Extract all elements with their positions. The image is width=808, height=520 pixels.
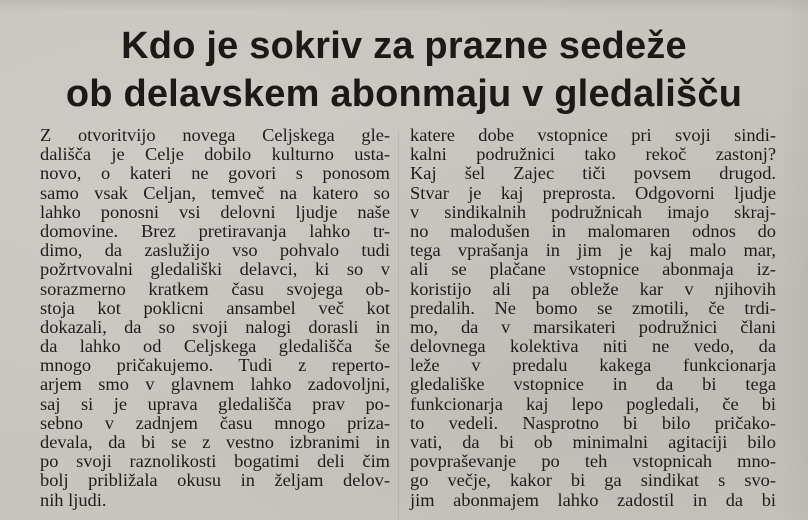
- article-line: da lahko od Celjskega gledališča še: [40, 336, 390, 357]
- article-line: leže v predalu kakega funkcionarja: [410, 355, 776, 376]
- top-edge: [0, 0, 808, 12]
- headline-line-1: Kdo je sokriv za prazne sedeže: [121, 25, 687, 67]
- article-line: predalih. Ne bomo se zmotili, če trdi-: [410, 297, 776, 318]
- article-line: delovnega kolektiva niti ne vedo, da: [410, 336, 776, 357]
- article-line: nih ljudi.: [40, 489, 107, 510]
- article-line: katere dobe vstopnice pri svoji sindi-: [410, 125, 776, 145]
- article-line: mo, da v marsikateri podružnici člani: [410, 316, 776, 337]
- article-line: go večje, kakor bi ga sindikat s svo-: [410, 470, 776, 491]
- headline-line-2: ob delavskem abonmaju v gledališču: [65, 73, 743, 115]
- article-line: vati, da bi ob minimalni agitaciji bilo: [410, 432, 776, 452]
- article-line: to vedeli. Nasprotno bi bilo pričako-: [410, 412, 776, 433]
- article-line: v sindikalnih podružnicah imajo skraj-: [410, 201, 776, 222]
- article-line: domovine. Brez pretiravanja lahko tr-: [40, 220, 390, 241]
- column-gutter: [398, 130, 399, 520]
- article-line: samo vsak Celjan, temveč na katero so: [40, 182, 390, 203]
- article-line: gledališke vstopnice in da bi tega: [410, 374, 776, 395]
- article-line: dokazali, da so svoji nalogi dorasli in: [40, 316, 390, 337]
- article-line: sebno v zadnjem času mnogo priza-: [40, 412, 390, 433]
- article-line: stoja kot poklicni ansambel več kot: [40, 297, 390, 318]
- article-line: po svoji raznolikosti bogatimi deli čim: [40, 451, 390, 472]
- article-line: saj si je uprava gledališča prav po-: [40, 393, 390, 414]
- article-line: funkcionarja kaj lepo pogledali, če bi: [410, 393, 776, 414]
- article-line: novo, o kateri ne govori s ponosom: [40, 163, 390, 184]
- page-edge-shadow: [778, 0, 808, 520]
- article-line: koristijo ali pa obleže kar v njihovih: [410, 278, 776, 299]
- article-line: požrtvovalni gledališki delavci, ki so v: [40, 259, 390, 280]
- article-line: mnogo pričakujemo. Tudi z reperto-: [40, 355, 390, 376]
- article-line: devala, da bi se z vestno izbranimi in: [40, 432, 390, 452]
- article-line: lahko ponosni vsi delovni ljudje naše: [40, 201, 390, 222]
- article-line: no malodušen in malomaren odnos do: [410, 220, 776, 241]
- article-line: kalni podružnici tako rekoč zastonj?: [410, 144, 776, 165]
- article-line: tega vprašanja in jim je kaj malo mar,: [410, 240, 776, 261]
- article-line: sorazmerno kratkem času svojega ob-: [40, 278, 390, 299]
- article-line: povpraševanje po teh vstopnicah mno-: [410, 451, 776, 472]
- article-right-column: [410, 126, 776, 510]
- article-left-column: [40, 126, 390, 510]
- article-line: ali se plačane vstopnice abonmaja iz-: [410, 259, 776, 280]
- article-line: dališča je Celje dobilo kulturno usta-: [40, 144, 390, 165]
- article-line: dimo, da zaslužijo vso pohvalo tudi: [40, 240, 390, 261]
- article-line: bolj približala okusu in željam delov-: [40, 470, 390, 491]
- article-line: Kaj šel Zajec tiči povsem drugod.: [410, 163, 776, 184]
- article-line: arjem smo v glavnem lahko zadovoljni,: [40, 374, 390, 395]
- article-line: jim abonmajem lahko zadostil in da bi: [410, 489, 776, 510]
- article-line: Stvar je kaj preprosta. Odgovorni ljudje: [410, 182, 776, 203]
- article-line: Z otvoritvijo novega Celjskega gle-: [40, 125, 390, 145]
